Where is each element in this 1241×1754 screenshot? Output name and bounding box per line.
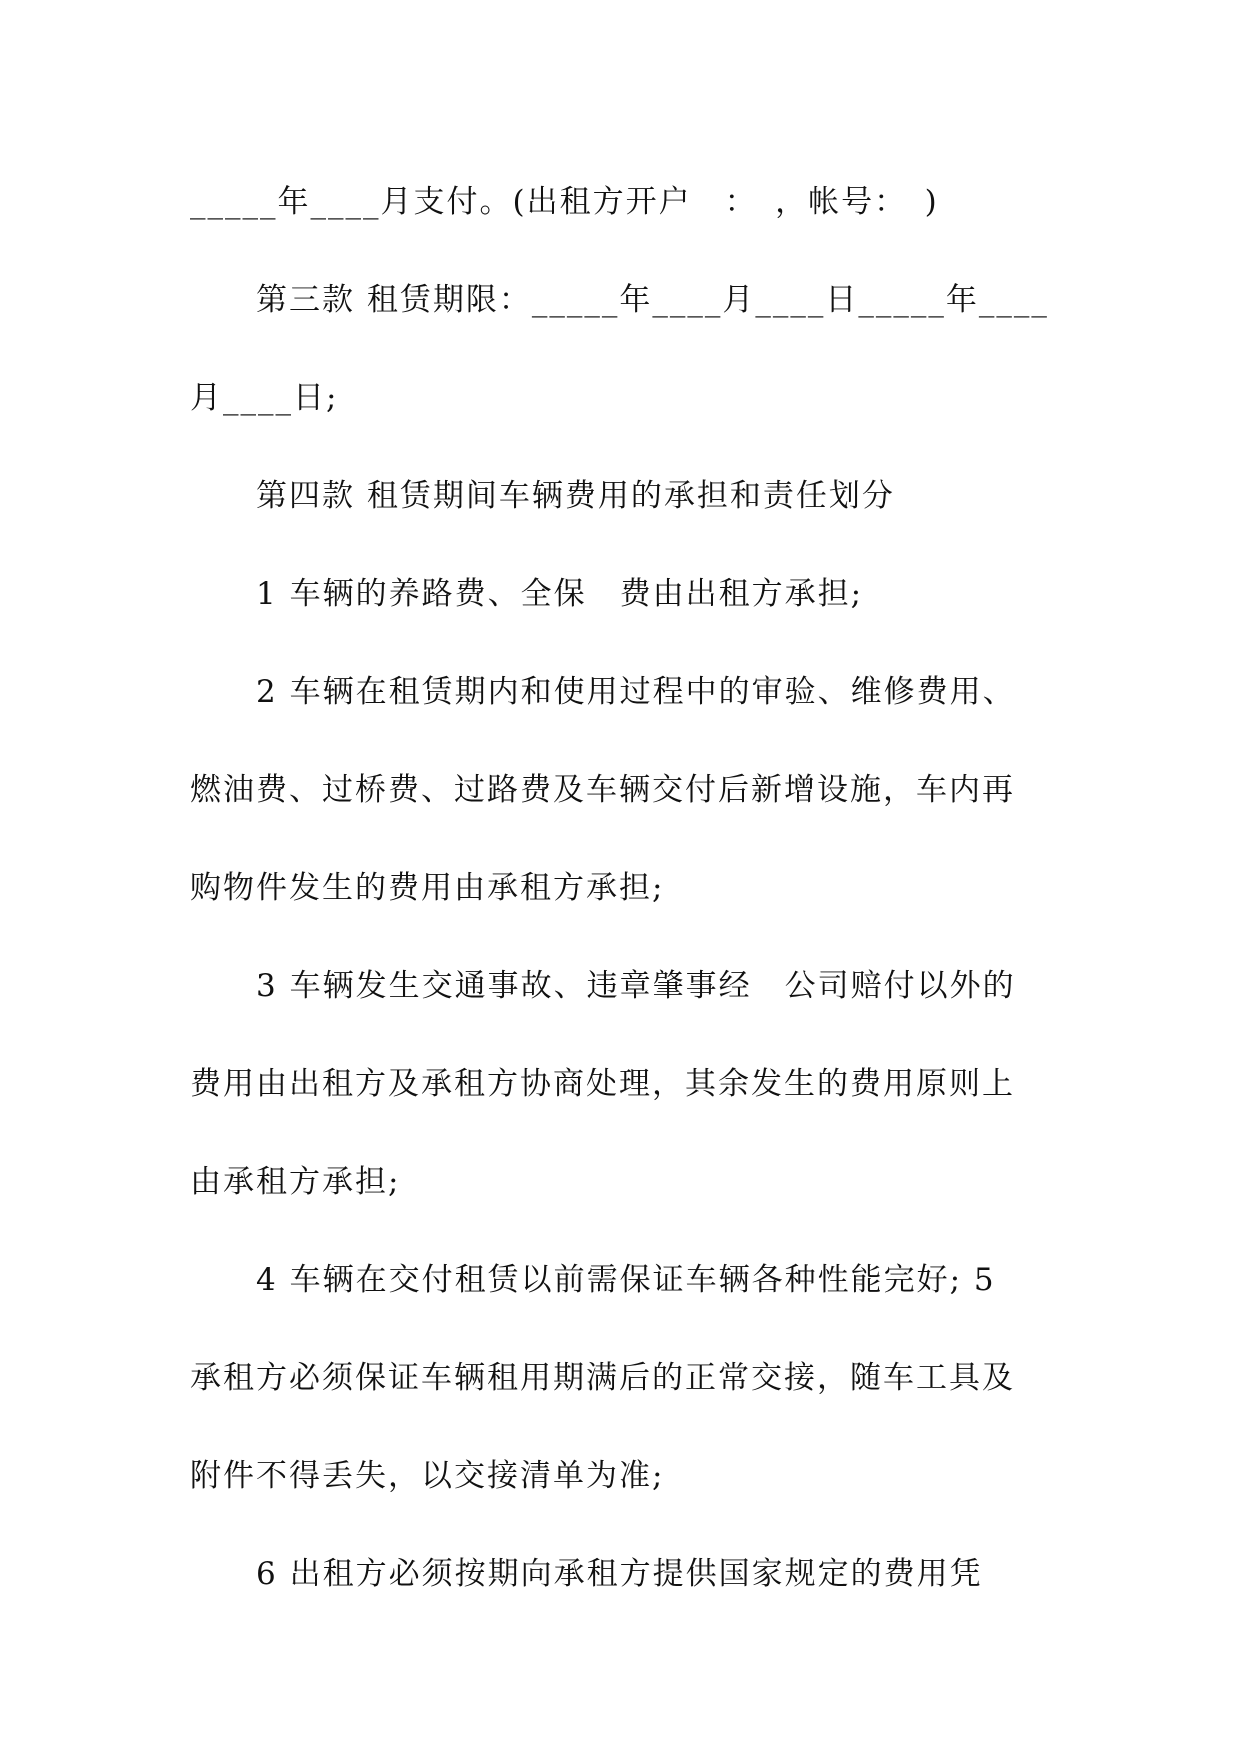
text-line: 购物件发生的费用由承租方承担; — [190, 870, 665, 906]
text-line-payment: _____年____月支付。(出租方开户 ： ，帐号： ) — [190, 184, 939, 220]
item-6: 6 出租方必须按期向承租方提供国家规定的费用凭 — [256, 1556, 983, 1592]
text-line: 附件不得丢失，以交接清单为准; — [190, 1458, 665, 1494]
text-line: 费用由出租方及承租方协商处理，其余发生的费用原则上 — [190, 1066, 1015, 1102]
item-2: 2 车辆在租赁期内和使用过程中的审验、维修费用、 — [256, 674, 1016, 710]
text-line: 月____日; — [190, 380, 339, 416]
item-3: 3 车辆发生交通事故、违章肇事经 公司赔付以外的 — [256, 968, 1016, 1004]
text-line: 由承租方承担; — [190, 1164, 401, 1200]
clause-3-lease-term: 第三款 租赁期限：_____年____月____日_____年____ — [256, 282, 1049, 318]
item-4: 4 车辆在交付租赁以前需保证车辆各种性能完好; 5 — [256, 1262, 996, 1298]
item-1: 1 车辆的养路费、全保 费由出租方承担; — [256, 576, 864, 612]
clause-4-heading: 第四款 租赁期间车辆费用的承担和责任划分 — [256, 478, 895, 514]
text-line: 燃油费、过桥费、过路费及车辆交付后新增设施，车内再 — [190, 772, 1015, 808]
text-line: 承租方必须保证车辆租用期满后的正常交接，随车工具及 — [190, 1360, 1015, 1396]
